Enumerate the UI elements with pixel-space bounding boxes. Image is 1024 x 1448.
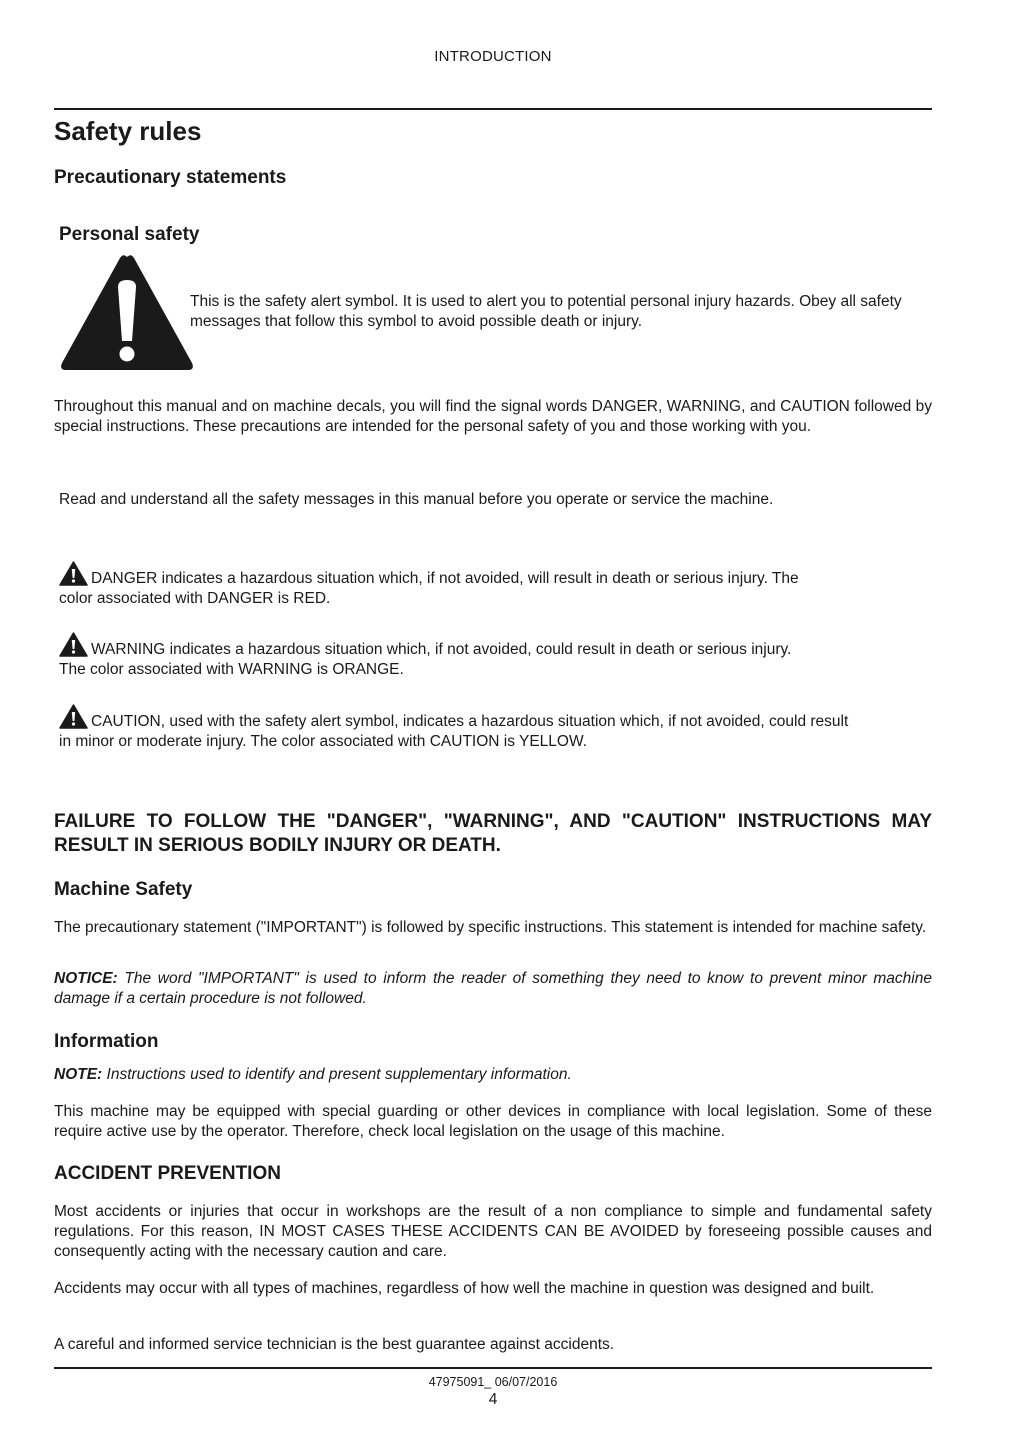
accident-paragraph-3: A careful and informed service technician is the best guarantee against accidents. <box>54 1336 615 1353</box>
danger-line-1: DANGER indicates a hazardous situation which, if not avoided, will result in death or serious injury. The <box>91 570 799 587</box>
personal-safety-heading: Personal safety <box>59 224 200 245</box>
running-header: INTRODUCTION <box>434 48 552 65</box>
footer-doc-id: 47975091_ 06/07/2016 <box>428 1375 558 1389</box>
note-paragraph <box>54 1065 932 1085</box>
note-label: NOTE: <box>54 1066 103 1083</box>
warning-statement <box>59 632 932 680</box>
bottom-divider <box>54 1367 932 1369</box>
notice-label: NOTICE: <box>54 970 118 987</box>
accident-paragraph-2: Accidents may occur with all types of machines, regardless of how well the machine in question was designed and built. <box>54 1280 875 1297</box>
safety-alert-icon-small <box>59 561 88 586</box>
machine-safety-heading: Machine Safety <box>54 879 193 900</box>
page-number: 4 <box>488 1391 498 1408</box>
safety-alert-icon-small <box>59 704 88 729</box>
read-understand-paragraph: Read and understand all the safety messages in this manual before you operate or service the machine. <box>59 491 774 508</box>
caution-statement <box>59 704 932 752</box>
top-divider <box>54 108 932 110</box>
caution-line-2: in minor or moderate injury. The color associated with CAUTION is YELLOW. <box>59 733 588 750</box>
page-title: Safety rules <box>54 116 202 146</box>
machine-safety-text: The precautionary statement ("IMPORTANT") is followed by specific instructions. This statement is intended for machine safety. <box>54 919 927 936</box>
failure-warning: FAILURE TO FOLLOW THE "DANGER", "WARNING", AND "CAUTION" INSTRUCTIONS MAY RESULT IN SERIOUS BODILY INJURY OR DEATH. <box>54 811 932 856</box>
alert-symbol-text: This is the safety alert symbol. It is used to alert you to potential personal injury hazards. Obey all safety messages that follow this symbol to avoid possible death or injury. <box>190 293 902 330</box>
notice-text: The word "IMPORTANT" is used to inform the reader of something they need to know to prevent minor machine damage if a certain procedure is not followed. <box>54 970 932 1007</box>
information-text: This machine may be equipped with special guarding or other devices in compliance with local legislation. Some of these require active use by the operator. Therefore, check local legislation on the usage of this machine. <box>54 1103 932 1140</box>
caution-line-1: CAUTION, used with the safety alert symbol, indicates a hazardous situation which, if not avoided, could result <box>91 713 849 730</box>
warning-line-2: The color associated with WARNING is ORANGE. <box>59 661 404 678</box>
accident-paragraph-1: Most accidents or injuries that occur in workshops are the result of a non compliance to simple and fundamental safety regulations. For this reason, IN MOST CASES THESE ACCIDENTS CAN BE AVOIDED by foreseeing possible causes and consequently acting with the necessary caution and care. <box>54 1203 932 1260</box>
safety-alert-icon <box>58 251 196 373</box>
danger-statement <box>59 561 932 609</box>
safety-alert-icon-small <box>59 632 88 657</box>
signal-words-paragraph: Throughout this manual and on machine decals, you will find the signal words DANGER, WARNING, and CAUTION followed by special instructions. These precautions are intended for the personal safety of you and those working with you. <box>54 398 932 435</box>
precautionary-heading: Precautionary statements <box>54 167 287 188</box>
danger-line-2: color associated with DANGER is RED. <box>59 590 331 607</box>
accident-prevention-heading: ACCIDENT PREVENTION <box>54 1163 281 1184</box>
notice-paragraph <box>54 969 932 1009</box>
note-text: Instructions used to identify and present supplementary information. <box>102 1066 572 1083</box>
warning-line-1: WARNING indicates a hazardous situation which, if not avoided, could result in death or serious injury. <box>91 641 792 658</box>
information-heading: Information <box>54 1031 159 1052</box>
